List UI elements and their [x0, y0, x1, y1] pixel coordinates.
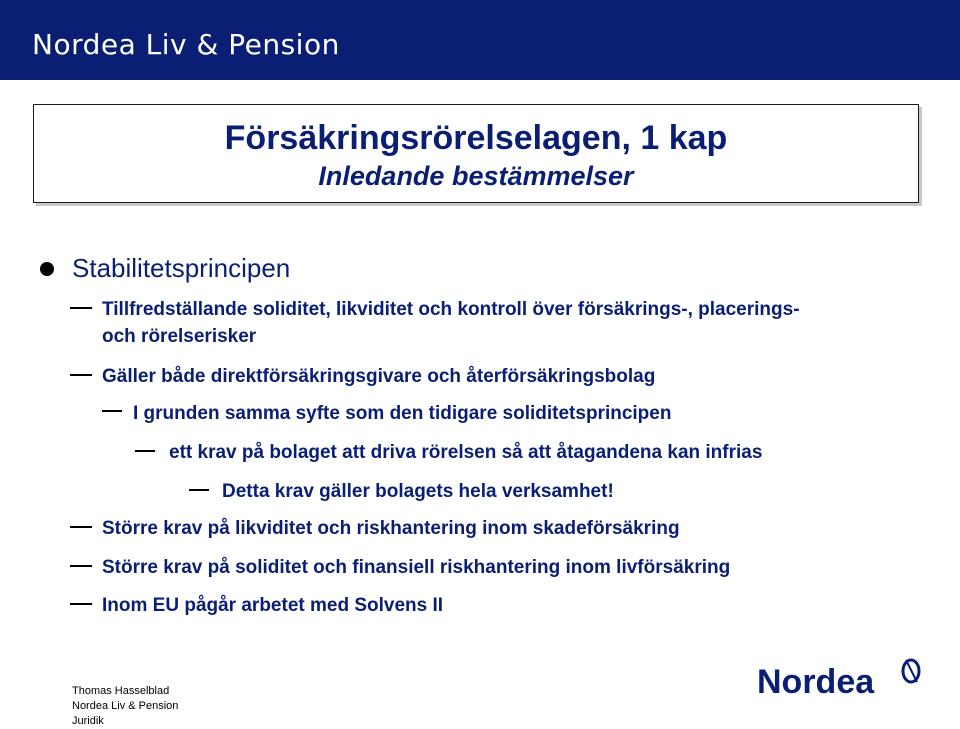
slide-subtitle: Inledande bestämmelser [318, 161, 634, 191]
slide-title: Försäkringsrörelselagen, 1 kap [224, 119, 728, 157]
brand-title: Nordea Liv & Pension [32, 28, 340, 61]
list-item-5: Detta krav gäller bolagets hela verksamhet! [222, 481, 614, 502]
nordea-logo-icon [755, 655, 930, 700]
dash-icon [135, 450, 155, 452]
list-item-7: Större krav på soliditet och finansiell riskhantering inom livförsäkring [102, 557, 731, 578]
list-item-2: Gäller både direktförsäkringsgivare och återförsäkringsbolag [102, 366, 656, 387]
dash-icon [70, 526, 92, 528]
dash-icon [70, 565, 92, 567]
dash-icon [70, 374, 92, 376]
title-box [33, 104, 919, 203]
dash-icon [102, 410, 122, 412]
logo-text: Nordea [757, 663, 875, 700]
footer-author: Thomas Hasselblad [72, 685, 170, 697]
dash-icon [70, 307, 92, 309]
dash-icon [70, 603, 92, 605]
footer-company: Nordea Liv & Pension [72, 700, 179, 712]
list-item-6: Större krav på likviditet och riskhantering inom skadeförsäkring [102, 518, 680, 539]
bullet-dot-icon [40, 262, 54, 276]
list-item-1-line-2: och rörelserisker [102, 326, 257, 347]
section-heading: Stabilitetsprincipen [72, 253, 291, 283]
header-bar [0, 0, 960, 80]
list-item-8: Inom EU pågår arbetet med Solvens II [102, 595, 444, 616]
list-item-1-line-1: Tillfredställande soliditet, likviditet och kontroll över försäkrings-, placerings- [102, 299, 800, 320]
footer [72, 684, 178, 729]
list-item-3: I grunden samma syfte som den tidigare soliditetsprincipen [133, 403, 672, 424]
footer-department: Juridik [72, 715, 104, 727]
dash-icon [189, 489, 209, 491]
list-item-4: ett krav på bolaget att driva rörelsen så att åtagandena kan infrias [169, 442, 763, 463]
